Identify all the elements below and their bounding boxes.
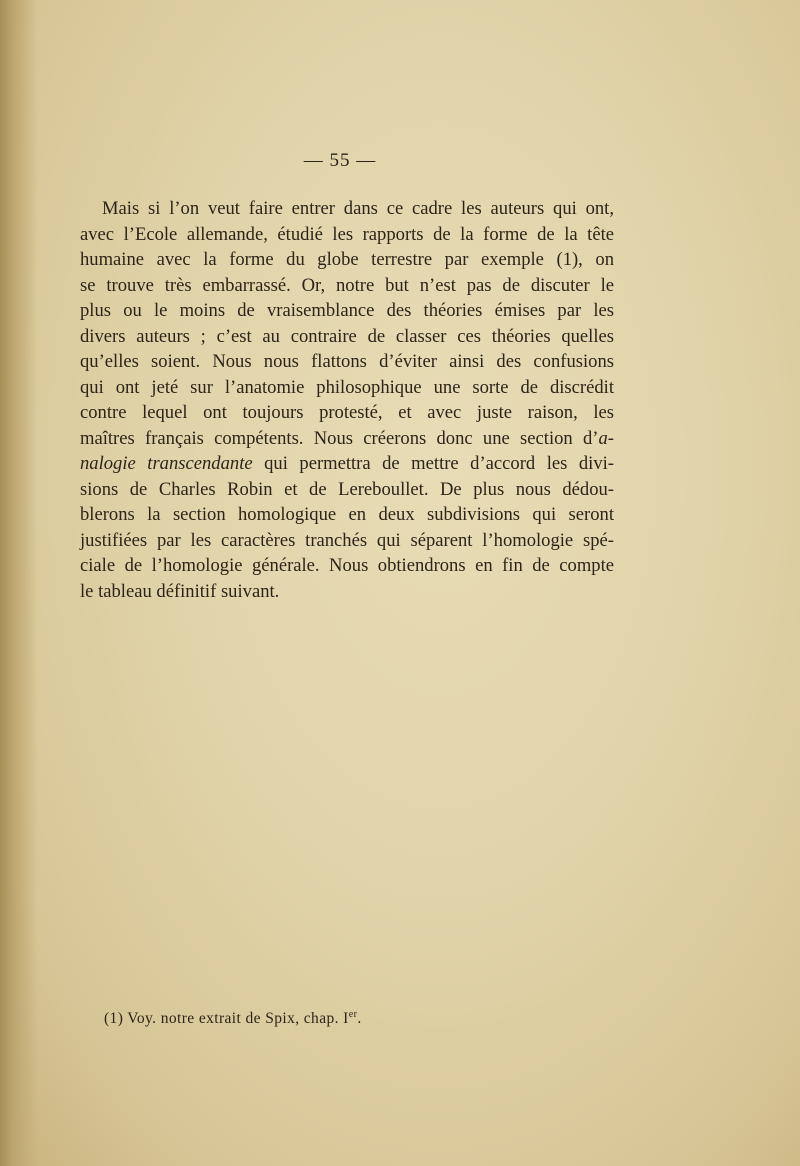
italic-fragment: nalogie transcendante [80, 453, 253, 474]
text-line: ciale de l’homologie générale. Nous obtiendrons en fin de compte [80, 555, 614, 576]
text-line: nalogie transcendante qui permettra de mettre d’accord les divi- [80, 453, 614, 474]
text-line: plus ou le moins de vraisemblance des théories émises par les [80, 300, 614, 321]
text-line: qui ont jeté sur l’anatomie philosophique une sorte de discrédit [80, 376, 614, 398]
text-line: le tableau définitif suivant. [80, 580, 280, 602]
page-number: — 55 — [303, 150, 377, 171]
italic-fragment: a- [598, 427, 614, 449]
text-line: se trouve très embarrassé. Or, notre but n’est pas de discuter le [80, 274, 614, 296]
text-line: blerons la section homologique en deux subdivisions qui seront [80, 504, 614, 525]
text-line: humaine avec la forme du globe terrestre par exemple (1), on [80, 249, 614, 270]
text-line: justifiées par les caractères tranchés qui séparent l’homologie spé- [80, 529, 614, 551]
text-line: maîtres français compétents. Nous créerons donc une section d’a- [80, 427, 614, 449]
text-line: sions de Charles Robin et de Lereboullet. De plus nous dédou- [80, 478, 614, 500]
footnote: (1) Voy. notre extrait de Spix, chap. Ier. [104, 1008, 362, 1027]
body-paragraph [80, 196, 614, 604]
text-line: contre lequel ont toujours protesté, et avec juste raison, les [80, 402, 614, 423]
footnote-superscript: er [348, 1008, 358, 1020]
page-binding-shadow [0, 0, 38, 1166]
text-line: qu’elles soient. Nous nous flattons d’éviter ainsi des confusions [80, 351, 614, 372]
text-line: avec l’Ecole allemande, étudié les rapports de la forme de la tête [80, 223, 614, 245]
text-line: Mais si l’on veut faire entrer dans ce cadre les auteurs qui ont, [102, 198, 614, 219]
text-line: divers auteurs ; c’est au contraire de classer ces théories quelles [80, 325, 614, 347]
